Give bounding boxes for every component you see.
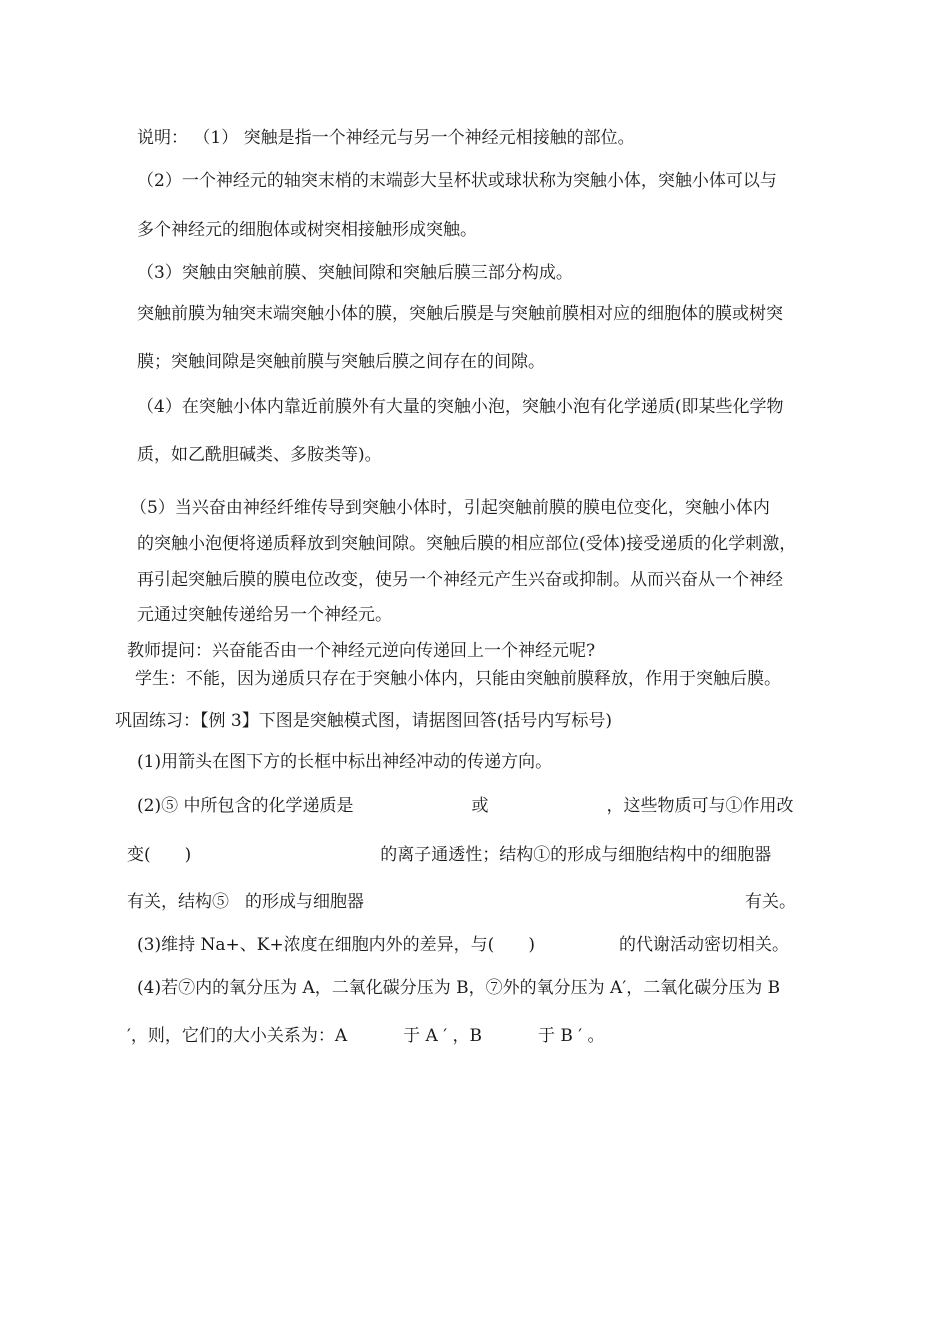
explanation-point-5-line-1: （5）当兴奋由神经纤维传导到突触小体时，引起突触前膜的膜电位变化，突触小体内 xyxy=(130,498,770,518)
question-2-text-g: 有关，结构⑤ xyxy=(127,892,229,912)
question-3 xyxy=(137,933,789,957)
question-4-text-c: 于 A ′ ，B xyxy=(403,1026,482,1046)
question-3-text-b: ) xyxy=(528,935,535,955)
question-2-text-c: ，这些物质可与①作用改 xyxy=(606,796,794,816)
explanation-point-5-line-3: 再引起突触后膜的膜电位改变，使另一个神经元产生兴奋或抑制。从而兴奋从一个神经 xyxy=(137,570,783,590)
explanation-point-3-detail-line-2: 膜；突触间隙是突触前膜与突触后膜之间存在的间隙。 xyxy=(137,352,545,372)
explanation-point-1: 说明： （1） 突触是指一个神经元与另一个神经元相接触的部位。 xyxy=(137,128,635,148)
student-answer: 学生：不能，因为递质只存在于突触小体内，只能由突触前膜释放，作用于突触后膜。 xyxy=(135,669,781,689)
question-4-line-2 xyxy=(127,1024,605,1048)
question-2-line-3 xyxy=(127,890,796,914)
teacher-question: 教师提问：兴奋能否由一个神经元逆向传递回上一个神经元呢? xyxy=(127,641,596,661)
question-4-text-d: 于 B ′ 。 xyxy=(537,1026,605,1046)
explanation-point-2-line-1: （2）一个神经元的轴突末梢的末端彭大呈杯状或球状称为突触小体，突触小体可以与 xyxy=(137,171,777,191)
question-1: (1)用箭头在图下方的长框中标出神经冲动的传递方向。 xyxy=(137,752,553,772)
question-4-text-b: ′，则，它们的大小关系为：A xyxy=(127,1026,348,1046)
explanation-point-5-line-2: 的突触小泡便将递质释放到突触间隙。突触后膜的相应部位(受体)接受递质的化学刺激， xyxy=(137,534,797,554)
explanation-point-5-line-4: 元通过突触传递给另一个神经元。 xyxy=(137,605,392,625)
question-2-line-2 xyxy=(127,843,771,867)
question-4-line-1: (4)若⑦内的氧分压为 A，二氧化碳分压为 B，⑦外的氧分压为 A′，二氧化碳分压为 B xyxy=(137,978,781,998)
explanation-point-4-line-2: 质，如乙酰胆碱类、多胺类等)。 xyxy=(137,445,382,465)
practice-heading: 巩固练习：【例 3】下图是突触模式图，请据图回答(括号内写标号) xyxy=(115,711,612,731)
question-2-text-i: 有关。 xyxy=(745,892,796,912)
question-2-line-1 xyxy=(137,794,793,818)
explanation-point-4-line-1: （4）在突触小体内靠近前膜外有大量的突触小泡，突触小泡有化学递质(即某些化学物 xyxy=(137,397,784,417)
question-2-text-a: (2)⑤ 中所包含的化学递质是 xyxy=(137,796,354,816)
explanation-point-3-detail-line-1: 突触前膜为轴突末端突触小体的膜，突触后膜是与突触前膜相对应的细胞体的膜或树突 xyxy=(137,304,783,324)
explanation-point-2-line-2: 多个神经元的细胞体或树突相接触形成突触。 xyxy=(137,220,477,240)
question-2-text-f: 的离子通透性；结构①的形成与细胞结构中的细胞器 xyxy=(380,845,772,865)
question-3-text-a: (3)维持 Na+、K+浓度在细胞内外的差异，与( xyxy=(137,935,495,955)
explanation-point-3: （3）突触由突触前膜、突触间隙和突触后膜三部分构成。 xyxy=(137,263,573,283)
question-2-text-e: ) xyxy=(184,845,192,865)
question-2-text-b: 或 xyxy=(471,796,489,816)
question-2-text-h: 的形成与细胞器 xyxy=(245,892,364,912)
question-3-text-c: 的代谢活动密切相关。 xyxy=(618,935,789,955)
question-2-text-d: 变( xyxy=(127,845,151,865)
